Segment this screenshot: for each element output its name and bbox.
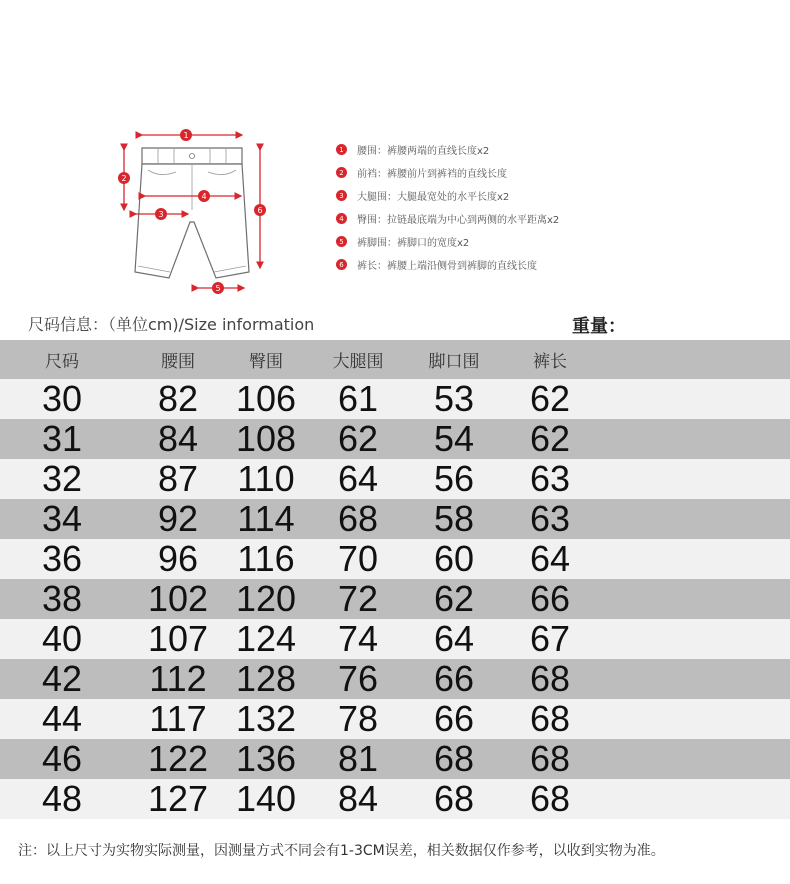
legend-text: 前裆：裤腰前片到裤裆的直线长度 xyxy=(357,169,507,180)
cell-hip: 110 xyxy=(237,458,295,499)
badge-number: 6 xyxy=(257,206,263,215)
cell-thigh: 64 xyxy=(337,458,379,499)
cell-waist: 96 xyxy=(157,538,199,579)
legend-text: 腰围：裤腰两端的直线长度x2 xyxy=(357,146,490,157)
legend-item-front-rise xyxy=(336,161,636,184)
legend-item-length xyxy=(336,253,636,276)
table-row xyxy=(0,539,790,579)
cell-leg-opening: 54 xyxy=(433,418,475,459)
legend-item-leg-opening xyxy=(336,230,636,253)
weight-label: 重量： xyxy=(572,316,626,337)
cell-length: 62 xyxy=(529,418,571,459)
legend-number: 2 xyxy=(336,167,347,178)
table-row xyxy=(0,619,790,659)
cell-length: 68 xyxy=(529,698,571,739)
cell-hip: 140 xyxy=(235,778,297,819)
cell-leg-opening: 64 xyxy=(433,618,475,659)
cell-hip: 124 xyxy=(235,618,297,659)
legend-text: 臀围：拉链最底端为中心到两侧的水平距离x2 xyxy=(357,215,560,226)
diagram-badge-3 xyxy=(155,208,167,220)
legend-number: 4 xyxy=(336,213,347,224)
cell-waist: 87 xyxy=(157,458,199,499)
diagram-badge-2 xyxy=(118,172,130,184)
cell-waist: 84 xyxy=(157,418,199,459)
badge-number: 3 xyxy=(158,210,164,219)
header-leg-opening: 脚口围 xyxy=(428,352,480,372)
footnote: 注：以上尺寸为实物实际测量，因测量方式不同会有1-3CM误差，相关数据仅作参考，以收到实物为准。 xyxy=(18,843,665,859)
cell-size: 31 xyxy=(41,418,83,459)
cell-hip: 116 xyxy=(237,538,295,579)
cell-leg-opening: 66 xyxy=(433,658,475,699)
cell-waist: 117 xyxy=(149,698,207,739)
cell-size: 34 xyxy=(41,498,83,539)
table-row xyxy=(0,499,790,539)
cell-length: 68 xyxy=(529,738,571,779)
cell-leg-opening: 68 xyxy=(433,738,475,779)
cell-thigh: 84 xyxy=(337,778,379,819)
table-row xyxy=(0,699,790,739)
cell-thigh: 74 xyxy=(337,618,379,659)
cell-size: 40 xyxy=(41,618,83,659)
legend-text: 裤脚围：裤脚口的宽度x2 xyxy=(357,238,470,249)
cell-length: 67 xyxy=(529,618,571,659)
cell-size: 38 xyxy=(41,578,83,619)
cell-hip: 106 xyxy=(235,378,297,419)
cell-size: 32 xyxy=(41,458,83,499)
cell-size: 46 xyxy=(41,738,83,779)
cell-length: 66 xyxy=(529,578,571,619)
cell-leg-opening: 58 xyxy=(433,498,475,539)
table-row xyxy=(0,419,790,459)
header-length: 裤长 xyxy=(533,352,567,372)
legend-item-waist xyxy=(336,138,636,161)
table-body xyxy=(0,379,790,819)
table-row xyxy=(0,459,790,499)
size-info-label: 尺码信息：（单位cm)/Size information xyxy=(28,315,315,334)
cell-waist: 102 xyxy=(147,578,209,619)
cell-thigh: 76 xyxy=(337,658,379,699)
header-size: 尺码 xyxy=(45,352,79,372)
cell-thigh: 78 xyxy=(337,698,379,739)
diagram-badge-5 xyxy=(212,282,224,294)
cell-waist: 112 xyxy=(149,658,207,699)
cell-length: 63 xyxy=(529,458,571,499)
cell-hip: 120 xyxy=(235,578,297,619)
legend-item-thigh xyxy=(336,184,636,207)
cell-waist: 127 xyxy=(147,778,209,819)
legend-text: 大腿围：大腿最宽处的水平长度x2 xyxy=(357,192,510,203)
legend-number: 1 xyxy=(336,144,347,155)
cell-leg-opening: 56 xyxy=(433,458,475,499)
table-row xyxy=(0,739,790,779)
cell-size: 48 xyxy=(41,778,83,819)
legend-number: 6 xyxy=(336,259,347,270)
legend-text: 裤长：裤腰上端沿侧骨到裤脚的直线长度 xyxy=(357,261,537,272)
cell-size: 30 xyxy=(41,378,83,419)
cell-size: 44 xyxy=(41,698,83,739)
header-hip: 臀围 xyxy=(249,352,283,372)
cell-thigh: 62 xyxy=(337,418,379,459)
legend-item-hip xyxy=(336,207,636,230)
cell-leg-opening: 68 xyxy=(433,778,475,819)
cell-length: 63 xyxy=(529,498,571,539)
cell-size: 36 xyxy=(41,538,83,579)
cell-length: 62 xyxy=(529,378,571,419)
measurement-legend xyxy=(336,138,636,276)
cell-size: 42 xyxy=(41,658,83,699)
badge-number: 1 xyxy=(183,131,189,140)
cell-leg-opening: 53 xyxy=(433,378,475,419)
cell-hip: 136 xyxy=(235,738,297,779)
cell-hip: 108 xyxy=(235,418,297,459)
cell-thigh: 72 xyxy=(337,578,379,619)
header-waist: 腰围 xyxy=(161,352,195,372)
header-thigh: 大腿围 xyxy=(332,352,384,372)
legend-number: 3 xyxy=(336,190,347,201)
cell-waist: 122 xyxy=(147,738,209,779)
cell-waist: 92 xyxy=(157,498,199,539)
cell-leg-opening: 60 xyxy=(433,538,475,579)
cell-length: 64 xyxy=(529,538,571,579)
cell-thigh: 81 xyxy=(337,738,379,779)
cell-hip: 114 xyxy=(237,498,295,539)
cell-length: 68 xyxy=(529,658,571,699)
size-table xyxy=(0,340,790,819)
shorts-measurement-diagram xyxy=(118,118,283,300)
cell-leg-opening: 62 xyxy=(433,578,475,619)
cell-hip: 132 xyxy=(235,698,297,739)
cell-thigh: 68 xyxy=(337,498,379,539)
table-header-row xyxy=(0,340,790,379)
badge-number: 4 xyxy=(201,192,207,201)
table-row xyxy=(0,579,790,619)
cell-hip: 128 xyxy=(235,658,297,699)
badge-number: 5 xyxy=(215,284,221,293)
cell-length: 68 xyxy=(529,778,571,819)
table-row xyxy=(0,779,790,819)
cell-waist: 82 xyxy=(157,378,199,419)
legend-number: 5 xyxy=(336,236,347,247)
cell-waist: 107 xyxy=(147,618,209,659)
cell-thigh: 61 xyxy=(337,378,379,419)
diagram-badge-1 xyxy=(180,129,192,141)
cell-leg-opening: 66 xyxy=(433,698,475,739)
table-row xyxy=(0,659,790,699)
diagram-badge-4 xyxy=(198,190,210,202)
diagram-badge-6 xyxy=(254,204,266,216)
cell-thigh: 70 xyxy=(337,538,379,579)
table-row xyxy=(0,379,790,419)
badge-number: 2 xyxy=(121,174,127,183)
